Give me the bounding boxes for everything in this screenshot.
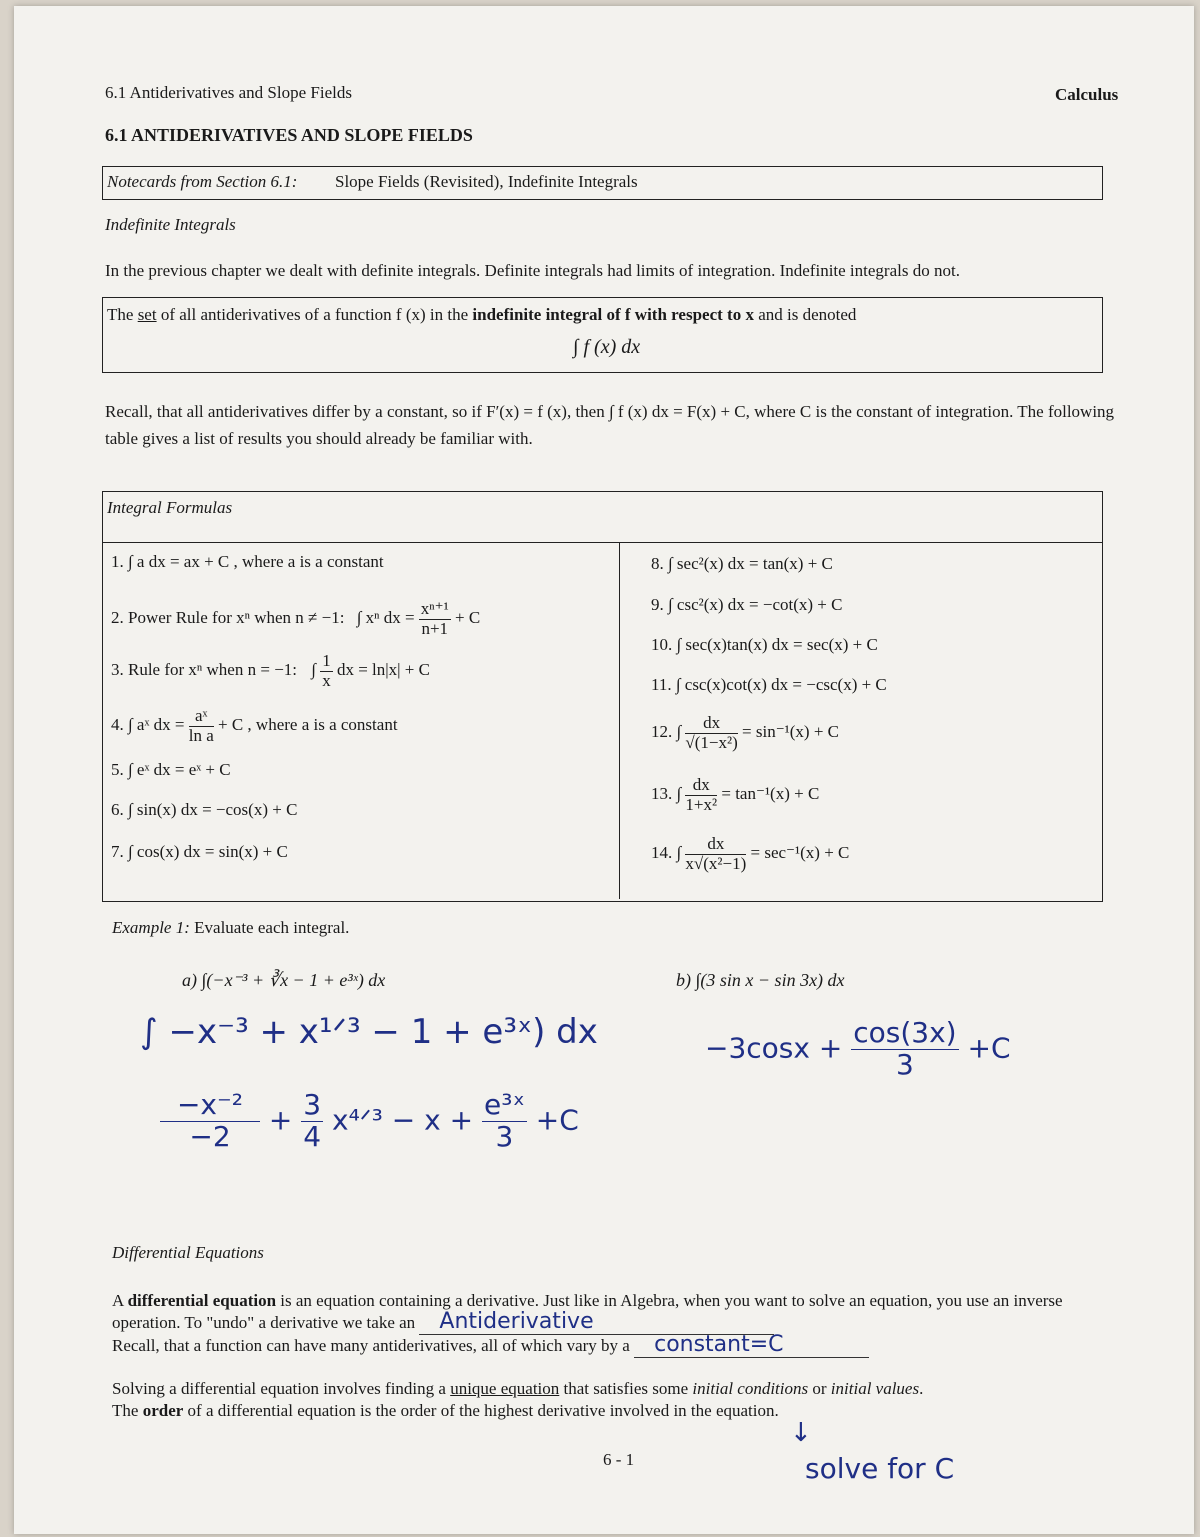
def-bold: indefinite integral of f with respect to x [472, 305, 754, 324]
formula-4-fraction [189, 707, 214, 745]
formula-13 [651, 776, 819, 814]
formula-13-num: dx [685, 776, 717, 796]
formula-13-lhs: 13. ∫ [651, 784, 682, 804]
hw-frac-2-num: 3 [303, 1088, 322, 1121]
hw-frac-2-den: 4 [303, 1119, 322, 1153]
differential-paragraph-2 [112, 1378, 1112, 1422]
indefinite-heading: Indefinite Integrals [105, 215, 236, 234]
hw-frac-1 [160, 1090, 260, 1153]
hw-frac-2 [301, 1090, 323, 1153]
formula-4-den: ln a [188, 725, 214, 745]
formula-3-label: 3. Rule for xⁿ when n = −1: [111, 660, 298, 680]
formula-2 [111, 600, 480, 638]
hw-frac-1-den: −2 [189, 1119, 231, 1153]
example-part-a: a) ∫(−x⁻³ + ∛x − 1 + e³ˣ) dx [182, 970, 386, 990]
formula-3-num: 1 [322, 651, 331, 670]
definition-text [107, 304, 856, 327]
formula-9: 9. ∫ csc²(x) dx = −cot(x) + C [651, 595, 843, 614]
formula-13-fraction [685, 776, 717, 814]
differential-paragraph-1 [112, 1290, 1112, 1358]
header-right: Calculus [1055, 85, 1119, 104]
formula-13-rhs: = tan⁻¹(x) + C [721, 784, 820, 804]
formula-12-num: dx [685, 714, 737, 734]
hw-blank-1: Antiderivative [439, 1308, 594, 1334]
p2-a: Solving a differential equation involves finding a [112, 1379, 451, 1398]
p3-a: The [112, 1401, 143, 1421]
formula-5: 5. ∫ eˣ dx = eˣ + C [111, 760, 231, 779]
p2-c: or [808, 1379, 831, 1398]
formula-14-fraction [685, 835, 746, 873]
arrow-icon: ↓ [790, 1418, 812, 1448]
formula-10: 10. ∫ sec(x)tan(x) dx = sec(x) + C [651, 635, 878, 654]
formula-6: 6. ∫ sin(x) dx = −cos(x) + C [111, 800, 298, 819]
formula-12-fraction [685, 714, 737, 752]
formula-12-den: √(1−x²) [685, 732, 738, 752]
hw-b-end: +C [967, 1031, 1011, 1065]
hw-mid: x⁴ᐟ³ − x + [332, 1103, 474, 1137]
indefinite-intro: In the previous chapter we dealt with definite integrals. Definite integrals had limits of integration. Indefinite integrals do not. [105, 261, 960, 280]
formula-14-rhs: = sec⁻¹(x) + C [750, 843, 850, 863]
formula-12-lhs: 12. ∫ [651, 722, 682, 742]
hw-b-fraction [851, 1018, 958, 1081]
example-label: Example 1: [112, 918, 190, 937]
formula-14-lhs: 14. ∫ [651, 843, 682, 863]
def-mid: of all antiderivatives of a function f (x) in the [156, 305, 473, 324]
formula-2-label: 2. Power Rule for xⁿ when n ≠ −1: [111, 608, 345, 628]
formula-2-lhs: ∫ xⁿ dx = [356, 608, 415, 628]
p3-bold: order [142, 1401, 184, 1421]
formula-11: 11. ∫ csc(x)cot(x) dx = −csc(x) + C [651, 675, 887, 694]
formula-4 [111, 707, 398, 745]
handwritten-b [705, 1018, 1011, 1081]
integral-formulas-table [102, 491, 1103, 902]
example-1 [112, 917, 349, 940]
formula-2-rhs: + C [454, 608, 481, 628]
hw-frac-3-num: e³ˣ [484, 1088, 525, 1121]
formula-12 [651, 714, 839, 752]
differential-heading: Differential Equations [112, 1243, 264, 1262]
section-title: 6.1 ANTIDERIVATIVES AND SLOPE FIELDS [105, 125, 473, 145]
formula-3 [111, 652, 430, 690]
handwritten-a-line1: ∫ −x⁻³ + x¹ᐟ³ − 1 + e³ˣ) dx [140, 1012, 598, 1052]
p1-bold: differential equation [127, 1291, 277, 1310]
formula-2-num: xⁿ⁺¹ [420, 599, 449, 618]
formula-3-lhs: ∫ [311, 660, 316, 680]
page-number: 6 - 1 [603, 1450, 635, 1469]
table-divider-horizontal [103, 542, 1102, 543]
formula-8: 8. ∫ sec²(x) dx = tan(x) + C [651, 554, 833, 573]
hw-b-pre: −3cosx + [705, 1031, 843, 1065]
p2-d: . [919, 1379, 924, 1398]
def-set: set [137, 305, 157, 324]
def-formula: ∫ f (x) dx [573, 336, 641, 358]
hw-blank-2: constant=C [654, 1331, 784, 1357]
formula-4-rhs: + C , where a is a constant [218, 715, 398, 735]
formula-2-den: n+1 [421, 618, 449, 638]
handwritten-note: solve for C [805, 1452, 955, 1485]
header-left: 6.1 Antiderivatives and Slope Fields [105, 83, 352, 102]
p2-u: unique equation [450, 1379, 560, 1398]
formula-2-fraction [419, 600, 451, 638]
formula-3-fraction [320, 652, 333, 690]
hw-b-den: 3 [896, 1047, 914, 1081]
hw-frac-1-num: −x⁻² [160, 1090, 260, 1122]
notecards-text: Slope Fields (Revisited), Indefinite Integrals [335, 172, 638, 191]
table-divider-vertical [619, 542, 620, 899]
formula-3-den: x [322, 670, 331, 690]
p1-b: is an equation containing a derivative. Just like in Algebra, when you want to solve an equation, you use an inverse operation. To "undo" a derivative we take an [112, 1291, 1063, 1333]
formula-7: 7. ∫ cos(x) dx = sin(x) + C [111, 842, 288, 861]
formulas-heading: Integral Formulas [107, 498, 233, 517]
formula-3-rhs: dx = ln|x| + C [336, 660, 430, 680]
example-text: Evaluate each integral. [194, 918, 350, 937]
formula-14-den: x√(x²−1) [685, 853, 747, 873]
def-pre: The [107, 305, 138, 324]
definition-box [102, 297, 1103, 373]
p2-b: that satisfies some [559, 1379, 693, 1398]
formula-12-rhs: = sin⁻¹(x) + C [742, 722, 840, 742]
handwritten-a-line2 [160, 1090, 579, 1153]
formula-4-num: aˣ [189, 707, 214, 727]
notecards-box [102, 166, 1103, 200]
p2-i1: initial conditions [692, 1379, 809, 1398]
p2-i2: initial values [830, 1379, 920, 1398]
formula-4-label: 4. ∫ aˣ dx = [111, 715, 185, 735]
blank-constant [634, 1331, 869, 1358]
formula-14 [651, 835, 849, 873]
hw-frac-3-den: 3 [495, 1119, 514, 1153]
notecards-label: Notecards from Section 6.1: [107, 172, 298, 191]
recall-text: Recall, that all antiderivatives differ by a constant, so if F′(x) = f (x), then ∫ f (x) dx = F(x) + C, where C is the constant of integration. The following table gives a list of results you should already be familiar with. [105, 402, 1115, 449]
p3-b: of a differential equation is the order of the highest derivative involved in the equation. [183, 1401, 779, 1421]
def-post: and is denoted [753, 305, 857, 324]
hw-plus: + [268, 1103, 293, 1137]
formula-1: 1. ∫ a dx = ax + C , where a is a constant [111, 552, 384, 571]
p1-c: Recall, that a function can have many antiderivatives, all of which vary by a [112, 1336, 630, 1356]
hw-b-num: cos(3x) [853, 1016, 957, 1049]
hw-end: +C [535, 1103, 579, 1137]
example-part-b: b) ∫(3 sin x − sin 3x) dx [676, 970, 845, 990]
formula-13-den: 1+x² [685, 794, 718, 814]
hw-frac-3 [482, 1090, 527, 1153]
p1-a: A [112, 1291, 128, 1310]
formula-14-num: dx [685, 835, 746, 855]
